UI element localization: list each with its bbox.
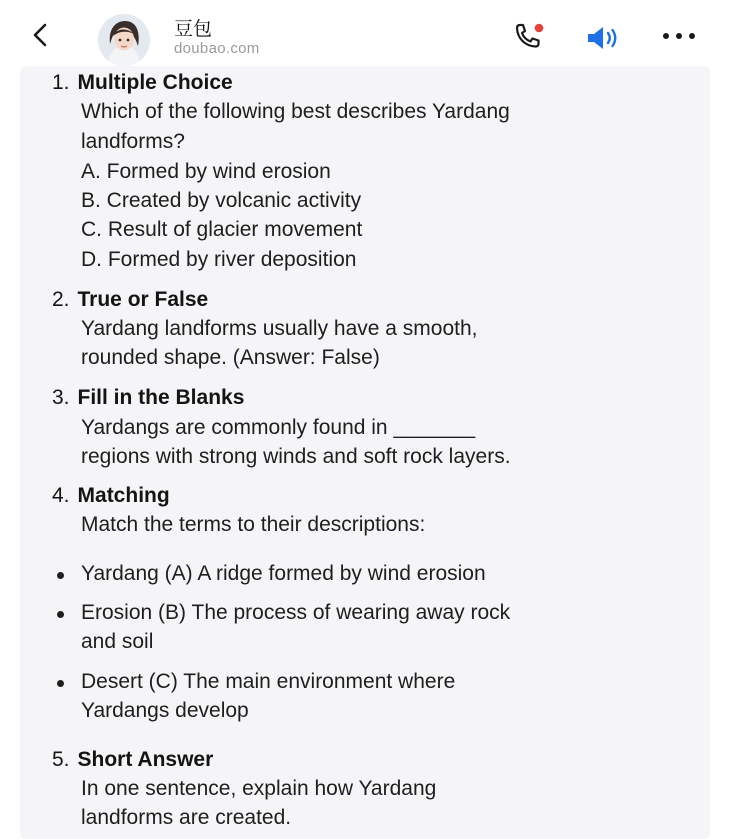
matching-item-erosion-line2: and soil (81, 630, 154, 653)
matching-item-yardang: Yardang (A) A ridge formed by wind erosion (81, 562, 486, 585)
matching-item-desert-line2: Yardangs develop (81, 699, 249, 722)
more-dots-icon[interactable] (660, 26, 700, 46)
bullet-icon (57, 611, 64, 618)
chat-header (0, 0, 730, 68)
matching-item-desert-line1: Desert (C) The main environment where (81, 670, 456, 693)
question-2-number: 2. (52, 288, 70, 311)
bullet-icon (57, 680, 64, 687)
question-1-text-line1: Which of the following best describes Yardang (81, 100, 510, 123)
question-3-heading: Fill in the Blanks (77, 386, 245, 409)
question-2-heading: True or False (77, 288, 209, 311)
speaker-icon[interactable] (584, 24, 628, 52)
question-5-text-line1: In one sentence, explain how Yardang (81, 777, 437, 800)
option-b: B. Created by volcanic activity (81, 189, 362, 212)
question-4-text-line1: Match the terms to their descriptions: (81, 513, 426, 536)
phone-call-icon[interactable] (512, 22, 546, 52)
question-5-heading: Short Answer (77, 748, 214, 771)
question-1-title (52, 71, 233, 95)
avatar[interactable] (98, 14, 150, 66)
question-2-title (52, 288, 208, 312)
question-5-number: 5. (52, 748, 70, 771)
matching-item-erosion-line1: Erosion (B) The process of wearing away rock (81, 601, 511, 624)
bot-domain: doubao.com (174, 40, 260, 57)
question-1-heading: Multiple Choice (77, 71, 233, 94)
option-c: C. Result of glacier movement (81, 218, 363, 241)
bot-name: 豆包 (174, 19, 213, 40)
message-bubble (20, 66, 710, 839)
question-3-title (52, 386, 244, 410)
question-4-title (52, 484, 170, 508)
question-1-text-line2: landforms? (81, 130, 185, 153)
question-4-number: 4. (52, 484, 70, 507)
question-2-text-line1: Yardang landforms usually have a smooth, (81, 317, 478, 340)
question-3-text-line1: Yardangs are commonly found in _______ (81, 416, 476, 439)
back-arrow-icon[interactable] (26, 20, 56, 50)
question-5-title (52, 748, 213, 772)
question-3-text-line2: regions with strong winds and soft rock layers. (81, 445, 511, 468)
bullet-icon (57, 572, 64, 579)
question-4-heading: Matching (77, 484, 170, 507)
question-2-text-line2: rounded shape. (Answer: False) (81, 346, 380, 369)
question-5-text-line2: landforms are created. (81, 806, 292, 829)
option-a: A. Formed by wind erosion (81, 160, 331, 183)
question-1-number: 1. (52, 71, 70, 94)
option-d: D. Formed by river deposition (81, 248, 357, 271)
question-3-number: 3. (52, 386, 70, 409)
